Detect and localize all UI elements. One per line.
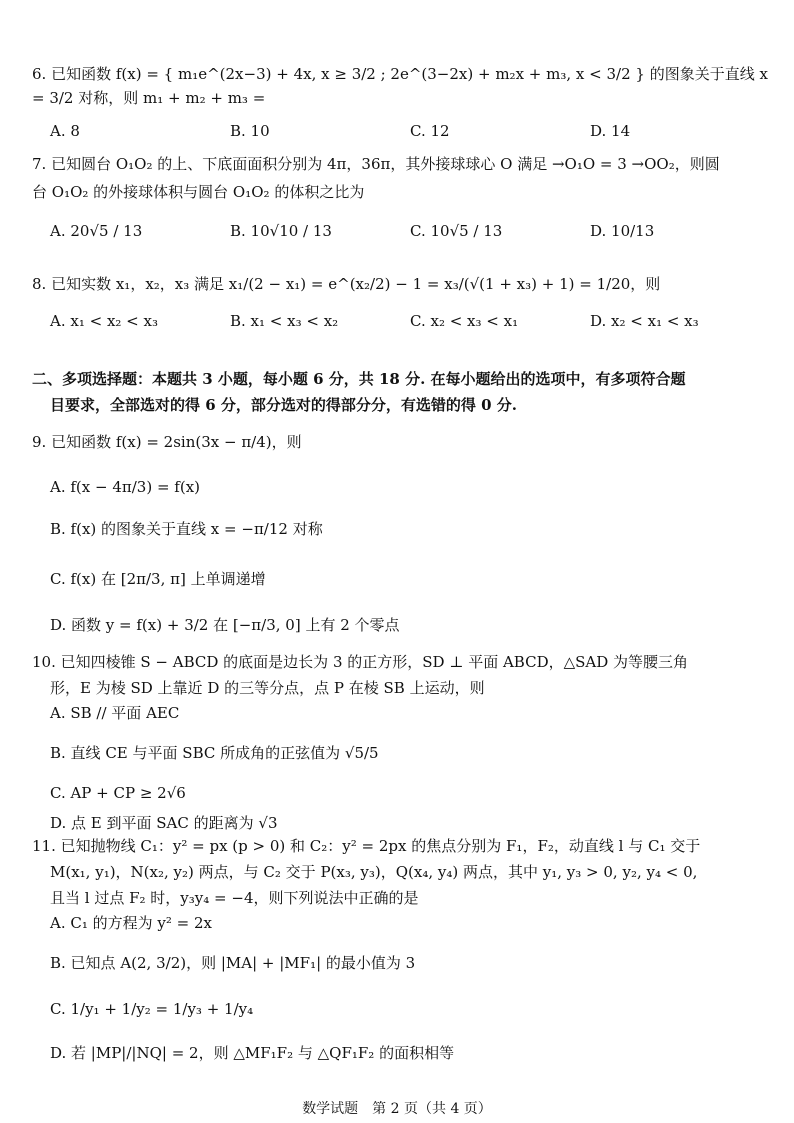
q6-option-a: A. 8 [50, 122, 80, 140]
q7-option-b: B. 10√10 / 13 [230, 222, 332, 240]
q10-option-c: C. AP + CP ≥ 2√6 [50, 784, 186, 802]
question-11-stem-line2: M(x₁, y₁)，N(x₂, y₂) 两点，与 C₂ 交于 P(x₃, y₃)，Q(x₄, y₄) 两点，其中 y₁, y₃ > 0, y₂, y₄ < 0, [50, 863, 698, 881]
question-9-stem: 9. 已知函数 f(x) = 2sin(3x − π/4)，则 [32, 433, 302, 451]
question-8-options [50, 312, 770, 330]
q8-option-b: B. x₁ < x₃ < x₂ [230, 312, 339, 330]
question-10-stem-line1: 10. 已知四棱锥 S − ABCD 的底面是边长为 3 的正方形，SD ⊥ 平面 ABCD，△SAD 为等腰三角 [32, 653, 689, 671]
q6-option-b: B. 10 [230, 122, 270, 140]
q8-option-c: C. x₂ < x₃ < x₁ [410, 312, 519, 330]
section-2-heading-line2: 目要求，全部选对的得 6 分，部分选对的得部分分，有选错的得 0 分. [50, 396, 517, 414]
q11-option-c: C. 1/y₁ + 1/y₂ = 1/y₃ + 1/y₄ [50, 1000, 254, 1018]
q11-option-a: A. C₁ 的方程为 y² = 2x [50, 914, 212, 932]
q6-option-d: D. 14 [590, 122, 631, 140]
question-7-stem-line2: 台 O₁O₂ 的外接球体积与圆台 O₁O₂ 的体积之比为 [32, 183, 365, 201]
question-11-stem-line1: 11. 已知抛物线 C₁：y² = px (p > 0) 和 C₂：y² = 2px 的焦点分别为 F₁，F₂，动直线 l 与 C₁ 交于 [32, 837, 701, 855]
section-2-heading-line1: 二、多项选择题：本题共 3 小题，每小题 6 分，共 18 分. 在每小题给出的选项中，有多项符合题 [32, 370, 686, 388]
q6-option-c: C. 12 [410, 122, 450, 140]
q11-option-d: D. 若 |MP|/|NQ| = 2，则 △MF₁F₂ 与 △QF₁F₂ 的面积相等 [50, 1044, 455, 1062]
question-7-stem-line1: 7. 已知圆台 O₁O₂ 的上、下底面面积分别为 4π，36π，其外接球球心 O 满足 →O₁O = 3 →OO₂，则圆 [32, 155, 720, 173]
question-6-options [50, 122, 770, 140]
question-11-stem-line3: 且当 l 过点 F₂ 时，y₃y₄ = −4，则下列说法中正确的是 [50, 889, 419, 907]
q10-option-a: A. SB // 平面 AEC [50, 704, 180, 722]
q11-option-b: B. 已知点 A(2, 3/2)，则 |MA| + |MF₁| 的最小值为 3 [50, 954, 416, 972]
q8-option-d: D. x₂ < x₁ < x₃ [590, 312, 699, 330]
page-footer: 数学试题 第 2 页（共 4 页） [302, 1101, 492, 1117]
q8-option-a: A. x₁ < x₂ < x₃ [50, 312, 158, 330]
question-10-stem-line2: 形，E 为棱 SD 上靠近 D 的三等分点，点 P 在棱 SB 上运动，则 [50, 679, 485, 697]
q9-option-d: D. 函数 y = f(x) + 3/2 在 [−π/3, 0] 上有 2 个零点 [50, 616, 400, 634]
q9-option-a: A. f(x − 4π/3) = f(x) [50, 478, 201, 496]
q10-option-b: B. 直线 CE 与平面 SBC 所成角的正弦值为 √5/5 [50, 744, 379, 762]
q7-option-c: C. 10√5 / 13 [410, 222, 503, 240]
q9-option-c: C. f(x) 在 [2π/3, π] 上单调递增 [50, 570, 266, 588]
question-6-stem: 6. 已知函数 f(x) = { m₁e^(2x−3) + 4x, x ≥ 3/2 ; 2e^(3−2x) + m₂x + m₃, x < 3/2 } 的图象关于直线 x = 3/2 对称，则 m₁ + m₂ + m₃ = [32, 65, 768, 107]
question-8-stem: 8. 已知实数 x₁，x₂，x₃ 满足 x₁/(2 − x₁) = e^(x₂/2) − 1 = x₃/(√(1 + x₃) + 1) = 1/20，则 [32, 275, 661, 293]
q10-option-d: D. 点 E 到平面 SAC 的距离为 √3 [50, 814, 278, 832]
q7-option-d: D. 10/13 [590, 222, 655, 240]
question-7-options [50, 222, 770, 240]
q7-option-a: A. 20√5 / 13 [50, 222, 143, 240]
q9-option-b: B. f(x) 的图象关于直线 x = −π/12 对称 [50, 520, 323, 538]
